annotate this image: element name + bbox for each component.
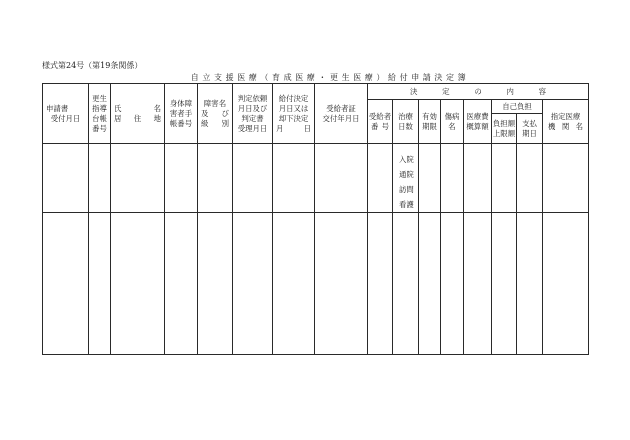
- header-decision-content: 決 定 の 内 容: [368, 84, 589, 100]
- header-institution: 指定医療 機 関 名: [543, 100, 589, 144]
- cell-disability-book[interactable]: [165, 144, 198, 213]
- cell-name-address[interactable]: [111, 213, 165, 355]
- cell-disease-name[interactable]: [441, 213, 464, 355]
- cell-receipt-date[interactable]: [43, 144, 89, 213]
- cell-validity-period[interactable]: [419, 213, 441, 355]
- header-disability-name: 障害名 及 び 級 別: [198, 84, 233, 144]
- cell-cost-estimate[interactable]: [464, 213, 492, 355]
- header-recipient-number: 受給者 番 号: [368, 100, 393, 144]
- header-benefit-decision: 給付決定 月日又は 却下決定 月 日: [273, 84, 315, 144]
- cell-care-types[interactable]: [393, 213, 419, 355]
- header-self-pay: 自己負担: [492, 100, 543, 114]
- care-type-inpatient: 入 院: [399, 155, 414, 164]
- ledger-table: [42, 83, 588, 351]
- cell-institution[interactable]: [543, 213, 589, 355]
- table-row: [43, 213, 589, 355]
- cell-validity-period[interactable]: [419, 144, 441, 213]
- cell-cap-amount[interactable]: [492, 144, 517, 213]
- header-treatment-days: 治療 日数: [393, 100, 419, 144]
- cell-payment-date[interactable]: [517, 213, 543, 355]
- form-number: 様式第24号（第19条関係）: [42, 61, 143, 70]
- care-type-outpatient: 通 院: [399, 170, 414, 179]
- ledger-title: 自立支援医療（育成医療・更生医療）給付申請決定簿: [190, 73, 470, 82]
- cell-name-address[interactable]: [111, 144, 165, 213]
- header-guidance-number: 更生 指導 台帳 番号: [89, 84, 111, 144]
- cell-care-types[interactable]: [393, 144, 419, 213]
- header-validity-period: 有効 期限: [419, 100, 441, 144]
- cell-certificate-date[interactable]: [315, 213, 368, 355]
- header-certificate-date: 受給者証 交付年月日: [315, 84, 368, 144]
- header-cost-estimate: 医療費 概算額: [464, 100, 492, 144]
- cell-disability-book[interactable]: [165, 213, 198, 355]
- care-type-nursing: 看 護: [399, 200, 414, 209]
- cell-recipient-number[interactable]: [368, 144, 393, 213]
- cell-guidance-number[interactable]: [89, 213, 111, 355]
- header-receipt-date: 申請書 受付月日: [43, 84, 89, 144]
- table-row: [43, 144, 589, 213]
- header-cap-amount: 負担額 上限額: [492, 114, 517, 144]
- cell-judgement-dates[interactable]: [233, 213, 273, 355]
- cell-cap-amount[interactable]: [492, 213, 517, 355]
- cell-institution[interactable]: [543, 144, 589, 213]
- cell-cost-estimate[interactable]: [464, 144, 492, 213]
- cell-certificate-date[interactable]: [315, 144, 368, 213]
- header-disability-book: 身体障 害者手 帳番号: [165, 84, 198, 144]
- cell-disability-name[interactable]: [198, 213, 233, 355]
- cell-payment-date[interactable]: [517, 144, 543, 213]
- header-name-address: 氏 名 居 住 地: [111, 84, 165, 144]
- cell-benefit-decision[interactable]: [273, 213, 315, 355]
- cell-disability-name[interactable]: [198, 144, 233, 213]
- cell-disease-name[interactable]: [441, 144, 464, 213]
- header-disease-name: 傷病名: [441, 100, 464, 144]
- header-payment-date: 支払 期日: [517, 114, 543, 144]
- cell-judgement-dates[interactable]: [233, 144, 273, 213]
- cell-guidance-number[interactable]: [89, 144, 111, 213]
- care-type-list: [393, 152, 418, 212]
- header-judgement-dates: 判定依頼 月日及び 判定書 受理月日: [233, 84, 273, 144]
- cell-recipient-number[interactable]: [368, 213, 393, 355]
- cell-benefit-decision[interactable]: [273, 144, 315, 213]
- care-type-visit: 訪 問: [399, 185, 414, 194]
- cell-receipt-date[interactable]: [43, 213, 89, 355]
